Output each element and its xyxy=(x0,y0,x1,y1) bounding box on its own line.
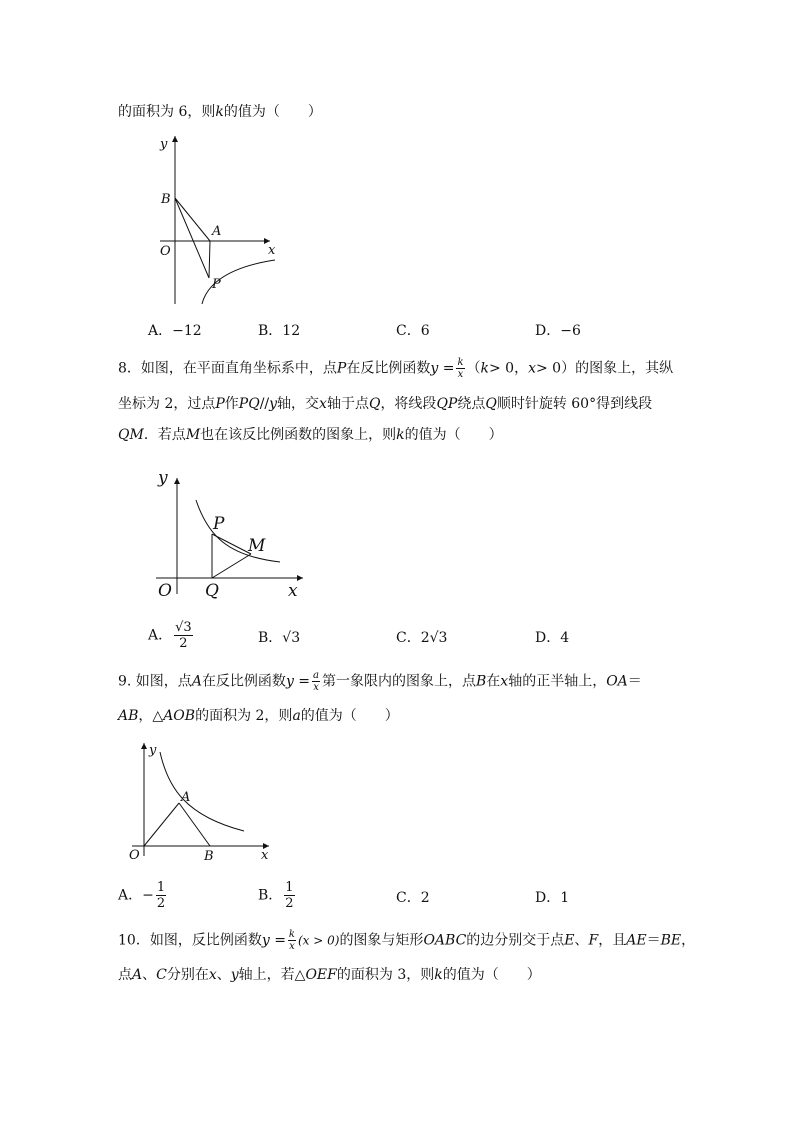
q9-text: ＝ xyxy=(627,673,642,690)
q8-var-x: x xyxy=(319,396,327,412)
q7-segment-ba xyxy=(175,198,210,241)
q8-var-pq: PQ xyxy=(238,396,260,412)
q8-text: 顺时针旋转 60°得到线段 xyxy=(496,396,653,412)
q10-var-oef: OEF xyxy=(305,967,337,983)
q10-text: 、 xyxy=(142,967,157,983)
q9-option-a-prefix: A．− xyxy=(118,887,154,904)
q9-frac-den: x xyxy=(313,682,319,693)
q10-text: 的值为（ ） xyxy=(442,967,541,983)
q9-stem-line-2 xyxy=(118,706,399,726)
q8-var-x: x xyxy=(528,360,536,377)
q9-option-a-num: 1 xyxy=(156,880,166,895)
q7-label-b: B xyxy=(161,192,171,207)
q8-text: // xyxy=(259,396,270,412)
q8-option-a-fraction xyxy=(174,620,193,651)
q10-text: ， xyxy=(681,932,696,949)
q10-stem-line-2 xyxy=(118,965,541,985)
q7-label-o: O xyxy=(160,244,171,259)
q9-option-b-num: 1 xyxy=(285,880,294,895)
q9-label-b: B xyxy=(204,849,214,864)
q10-fraction xyxy=(288,929,296,952)
q9-text: 在反比例函数 xyxy=(201,673,286,690)
q10-text: 轴上，若△ xyxy=(238,967,306,983)
q10-var-oabc: OABC xyxy=(423,932,467,949)
q9-option-d[interactable]: D．1 xyxy=(535,890,570,906)
q8-text: 轴，交 xyxy=(277,396,320,412)
q10-var-c: C xyxy=(156,967,167,983)
q9-text: 在 xyxy=(486,673,501,690)
q9-var-ab: AB xyxy=(118,708,139,724)
q9-text: ，△ xyxy=(138,708,164,724)
q9-option-a-den: 2 xyxy=(156,896,166,911)
q7-label-a: A xyxy=(212,224,222,239)
q10-var-be: BE xyxy=(660,932,682,949)
q7-text-end: 的值为（ ） xyxy=(223,104,322,120)
q9-stem-line-1 xyxy=(118,670,642,693)
q10-text: 、 xyxy=(216,967,231,983)
q10-var-y: y xyxy=(230,967,239,983)
q9-option-a-fraction xyxy=(156,880,166,911)
q8-var-qp: QP xyxy=(436,396,458,412)
q8-option-b[interactable]: B．√3 xyxy=(258,630,301,646)
q8-text: 绕点 xyxy=(457,396,486,412)
q8-var-k: k xyxy=(396,427,405,443)
q9-var-a-value: a xyxy=(292,708,301,724)
q8-label-y: y xyxy=(158,468,168,488)
q7-option-b[interactable]: B．12 xyxy=(258,323,301,339)
q8-label-p: P xyxy=(213,514,225,534)
q8-hyperbola xyxy=(196,500,280,562)
q9-figure xyxy=(124,738,284,868)
q7-text: 的面积为 6，则 xyxy=(118,104,216,120)
q9-var-x: x xyxy=(500,673,509,690)
q9-text: 轴的正半轴上， xyxy=(508,673,607,690)
q8-stem-line-3 xyxy=(118,425,503,445)
q9-frac-num: a xyxy=(313,670,319,681)
q8-label-o: O xyxy=(158,581,172,601)
q9-option-b-prefix: B． xyxy=(258,887,283,904)
q9-var-b: B xyxy=(476,673,487,690)
q7-segment-bp xyxy=(175,198,209,278)
q7-segment-ap xyxy=(209,241,210,278)
q10-stem-line-1 xyxy=(118,929,695,952)
q8-text: （ xyxy=(466,360,481,377)
q9-text: 的面积为 2，则 xyxy=(195,708,293,724)
q9-fraction xyxy=(312,670,320,693)
q8-segment-pm xyxy=(212,534,251,554)
q8-stem-line-2 xyxy=(118,394,652,414)
q8-text: > 0）的图象上，其纵 xyxy=(535,360,674,377)
q8-figure xyxy=(148,458,318,608)
q8-option-a[interactable] xyxy=(148,620,195,651)
q10-var-f: F xyxy=(588,932,599,949)
q7-stem-line xyxy=(118,102,322,122)
q8-frac-num: k xyxy=(457,357,464,368)
q8-var-p: P xyxy=(336,360,347,377)
q8-var-k: k xyxy=(480,360,489,377)
q8-fraction xyxy=(456,357,464,380)
q9-func-y: y = xyxy=(285,673,311,690)
q9-text: 的值为（ ） xyxy=(300,708,399,724)
q9-text: 9. 如图，点 xyxy=(118,673,192,690)
q8-text: 作 xyxy=(224,396,239,412)
q10-var-k: k xyxy=(434,967,443,983)
q8-stem-line-1 xyxy=(118,357,673,380)
q8-text: 在反比例函数 xyxy=(346,360,431,377)
q9-option-b-den: 2 xyxy=(285,896,294,911)
q10-text: ，且 xyxy=(598,932,627,949)
q10-var-ae: AE xyxy=(626,932,647,949)
q10-text: 10．如图，反比例函数 xyxy=(118,932,262,949)
q8-option-a-prefix: A． xyxy=(148,627,173,644)
q8-frac-den: x xyxy=(457,369,464,380)
q10-frac-den: x xyxy=(289,941,295,952)
q7-label-y: y xyxy=(160,137,168,152)
q8-text: 8．如图，在平面直角坐标系中，点 xyxy=(118,360,337,377)
q9-label-a: A xyxy=(181,790,191,805)
q9-hyperbola xyxy=(160,752,244,831)
q10-text: 的边分别交于点 xyxy=(466,932,565,949)
q9-text: 第一象限内的图象上，点 xyxy=(322,673,476,690)
q9-option-a[interactable] xyxy=(118,880,168,911)
q7-option-c[interactable]: C．6 xyxy=(396,323,430,339)
q9-var-oa: OA xyxy=(606,673,628,690)
q8-func-y: y = xyxy=(430,360,455,377)
q8-var-q: Q xyxy=(368,396,381,412)
q8-var-p: P xyxy=(215,396,225,412)
q9-option-b[interactable] xyxy=(258,880,297,911)
q10-var-x: x xyxy=(208,967,217,983)
q10-text: 点 xyxy=(118,967,132,983)
q8-option-a-den: 2 xyxy=(179,636,188,651)
q8-var-q: Q xyxy=(485,396,497,412)
q10-text: 的图象与矩形 xyxy=(339,932,424,949)
q9-option-b-fraction xyxy=(284,880,294,911)
q9-segment-oa xyxy=(144,803,179,846)
q9-label-x: x xyxy=(261,848,269,863)
q7-label-x: x xyxy=(268,243,276,258)
q8-text: 也在该反比例函数的图象上，则 xyxy=(200,427,397,443)
q7-label-p: P xyxy=(212,277,221,292)
q8-label-x: x xyxy=(288,581,298,601)
q8-label-q: Q xyxy=(205,581,219,601)
q10-text: 分别在 xyxy=(166,967,209,983)
q10-text: 的面积为 3，则 xyxy=(336,967,435,983)
q8-text: 的值为（ ） xyxy=(404,427,503,443)
q10-text: 、 xyxy=(574,932,589,949)
q9-var-aob: AOB xyxy=(163,708,196,724)
q8-text: > 0， xyxy=(488,360,529,377)
q8-text: 坐标为 2，过点 xyxy=(118,396,216,412)
q8-option-c[interactable]: C．2√3 xyxy=(396,630,448,646)
q9-option-c[interactable]: C．2 xyxy=(396,890,430,906)
q10-condition: (x > 0) xyxy=(297,933,340,948)
q7-k-var: k xyxy=(215,104,224,120)
q7-option-a[interactable]: A．−12 xyxy=(148,323,202,339)
q8-text: ．若点 xyxy=(143,427,186,443)
q9-var-a: A xyxy=(191,673,202,690)
q8-label-m: M xyxy=(248,536,266,556)
q8-option-a-num: √3 xyxy=(175,620,192,635)
q8-text: ，将线段 xyxy=(380,396,437,412)
q9-label-y: y xyxy=(149,743,157,758)
q8-option-d[interactable]: D．4 xyxy=(535,630,570,646)
q10-var-e: E xyxy=(564,932,575,949)
q7-option-d[interactable]: D．−6 xyxy=(535,323,581,339)
q9-label-o: O xyxy=(129,848,140,863)
q7-figure xyxy=(150,128,290,308)
q10-var-a: A xyxy=(132,967,143,983)
q8-var-qm: QM xyxy=(118,427,144,443)
q8-text: 轴于点 xyxy=(326,396,369,412)
q10-text: ＝ xyxy=(646,932,661,949)
q8-var-y: y xyxy=(269,396,278,412)
q10-frac-num: k xyxy=(288,929,295,940)
q8-segment-qm xyxy=(212,554,251,578)
q8-var-m: M xyxy=(185,427,201,443)
q10-func-y: y = xyxy=(261,932,286,949)
